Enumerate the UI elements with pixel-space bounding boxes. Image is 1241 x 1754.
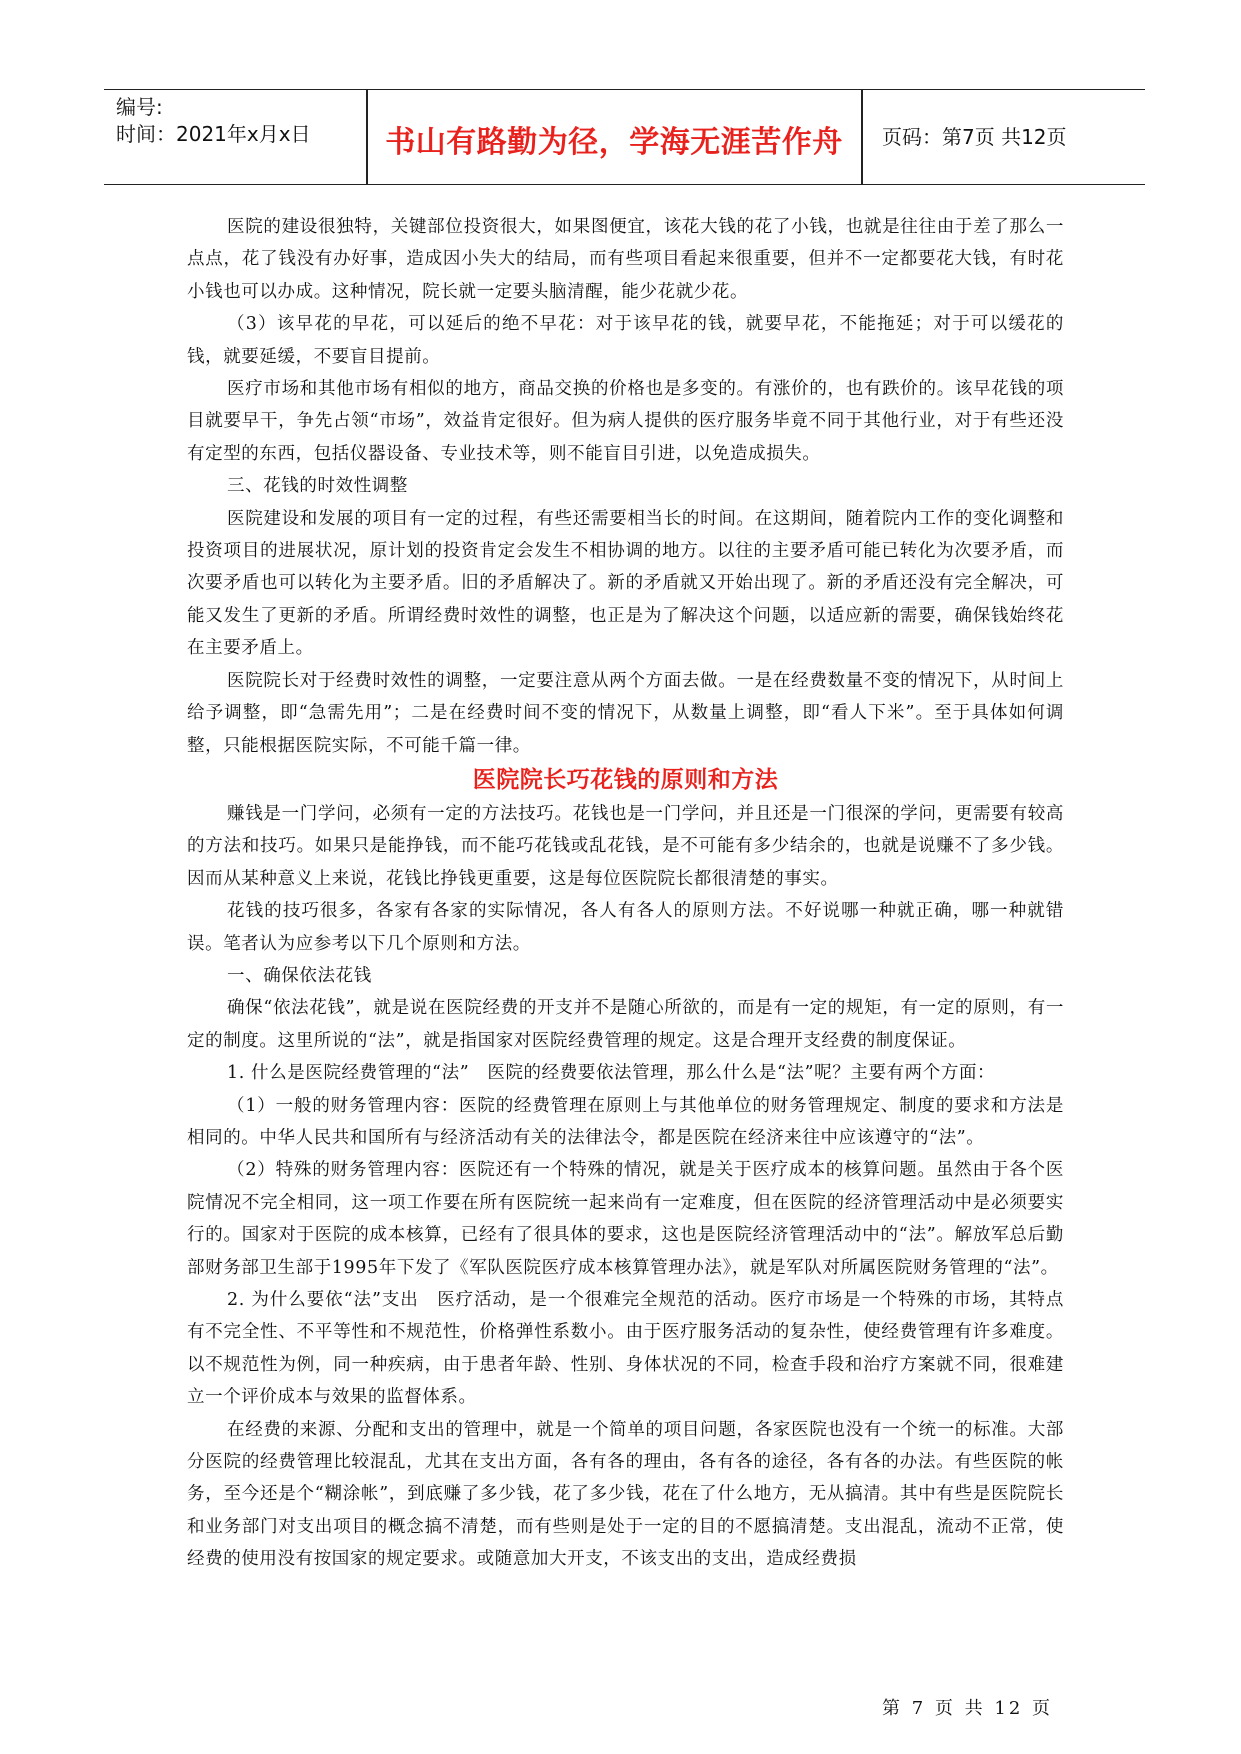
- body-paragraph: 在经费的来源、分配和支出的管理中，就是一个简单的项目问题，各家医院也没有一个统一的标准。大部分医院的经费管理比较混乱，尤其在支出方面，各有各的理由，各有各的途径，各有各的办法。有些医院的帐务，至今还是个“糊涂帐”，到底赚了多少钱，花了多少钱，花在了什么地方，无从搞清。其中有些是医院院长和业务部门对支出项目的概念搞不清楚，而有些则是处于一定的目的不愿搞清楚。支出混乱，流动不正常，使经费的使用没有按国家的规定要求。或随意加大开支，不该支出的支出，造成经费损: [187, 1419, 1064, 1570]
- page-footer: 第 7 页 共 12 页: [882, 1698, 1053, 1719]
- body-paragraph: 确保“依法花钱”，就是说在医院经费的开支并不是随心所欲的，而是有一定的规矩，有一定的原则，有一定的制度。这里所说的“法”，就是指国家对医院经费管理的规定。这是合理开支经费的制度保证。: [187, 998, 1064, 1051]
- body-paragraph: 一、确保依法花钱: [227, 965, 372, 986]
- body-paragraph: 医疗市场和其他市场有相似的地方，商品交换的价格也是多变的。有涨价的，也有跌价的。该早花钱的项目就要早干，争先占领“市场”，效益肯定很好。但为病人提供的医疗服务毕竟不同于其他行业，对于有些还没有定型的东西，包括仪器设备、专业技术等，则不能盲目引进，以免造成损失。: [187, 379, 1064, 464]
- header-divider-right: [861, 90, 863, 184]
- header-motto: 书山有路勤为径，学海无涯苦作舟: [385, 125, 843, 160]
- body-paragraph: 医院的建设很独特，关键部位投资很大，如果图便宜，该花大钱的花了小钱，也就是往往由于差了那么一点点，花了钱没有办好事，造成因小失大的结局，而有些项目看起来很重要，但并不一定都要花大钱，有时花小钱也可以办成。这种情况，院长就一定要头脑清醒，能少花就少花。: [187, 217, 1064, 302]
- body-paragraph: 花钱的技巧很多，各家有各家的实际情况，各人有各人的原则方法。不好说哪一种就正确，哪一种就错误。笔者认为应参考以下几个原则和方法。: [187, 901, 1064, 954]
- document-number-label: 编号:: [116, 95, 163, 119]
- body-paragraph: 医院建设和发展的项目有一定的过程，有些还需要相当长的时间。在这期间，随着院内工作的变化调整和投资项目的进展状况，原计划的投资肯定会发生不相协调的地方。以往的主要矛盾可能已转化为次要矛盾，而次要矛盾也可以转化为主要矛盾。旧的矛盾解决了。新的矛盾就又开始出现了。新的矛盾还没有完全解决，可能又发生了更新的矛盾。所谓经费时效性的调整，也正是为了解决这个问题，以适应新的需要，确保钱始终花在主要矛盾上。: [187, 508, 1064, 659]
- body-paragraph: （3）该早花的早花，可以延后的绝不早花：对于该早花的钱，就要早花，不能拖延；对于可以缓花的钱，就要延缓，不要盲目提前。: [187, 314, 1064, 367]
- body-paragraph: 三、花钱的时效性调整: [227, 476, 408, 497]
- document-body: [187, 211, 1064, 1576]
- header-page-code: 页码：第7页 共12页: [882, 125, 1067, 149]
- body-paragraph: 1. 什么是医院经费管理的“法” 医院的经费要依法管理，那么什么是“法”呢？主要有两个方面：: [227, 1063, 996, 1084]
- body-paragraph: 2. 为什么要依“法”支出 医疗活动，是一个很难完全规范的活动。医疗市场是一个特殊的市场，其特点有不完全性、不平等性和不规范性，价格弹性系数小。由于医疗服务活动的复杂性，使经费管理有许多难度。以不规范性为例，同一种疾病，由于患者年龄、性别、身体状况的不同，检查手段和治疗方案就不同，很难建立一个评价成本与效果的监督体系。: [187, 1290, 1064, 1408]
- body-paragraph: （1）一般的财务管理内容：医院的经费管理在原则上与其他单位的财务管理规定、制度的要求和方法是相同的。中华人民共和国所有与经济活动有关的法律法令，都是医院在经济来往中应该遵守的“法”。: [187, 1095, 1064, 1148]
- document-time-label: 时间：2021年x月x日: [116, 122, 311, 146]
- section-heading: 医院院长巧花钱的原则和方法: [472, 765, 779, 793]
- page-header: [104, 89, 1145, 185]
- body-paragraph: （2）特殊的财务管理内容：医院还有一个特殊的情况，就是关于医疗成本的核算问题。虽然由于各个医院情况不完全相同，这一项工作要在所有医院统一起来尚有一定难度，但在医院的经济管理活动中是必须要实行的。国家对于医院的成本核算，已经有了很具体的要求，这也是医院经济管理活动中的“法”。解放军总后勤部财务部卫生部于1995年下发了《军队医院医疗成本核算管理办法》，就是军队对所属医院财务管理的“法”。: [187, 1160, 1064, 1278]
- body-paragraph: 赚钱是一门学问，必须有一定的方法技巧。花钱也是一门学问，并且还是一门很深的学问，更需要有较高的方法和技巧。如果只是能挣钱，而不能巧花钱或乱花钱，是不可能有多少结余的，也就是说赚不了多少钱。因而从某种意义上来说，花钱比挣钱更重要，这是每位医院院长都很清楚的事实。: [187, 803, 1064, 889]
- body-paragraph: 医院院长对于经费时效性的调整，一定要注意从两个方面去做。一是在经费数量不变的情况下，从时间上给予调整，即“急需先用”；二是在经费时间不变的情况下，从数量上调整，即“看人下米”。至于具体如何调整，只能根据医院实际，不可能千篇一律。: [187, 670, 1064, 756]
- header-meta: [116, 94, 311, 148]
